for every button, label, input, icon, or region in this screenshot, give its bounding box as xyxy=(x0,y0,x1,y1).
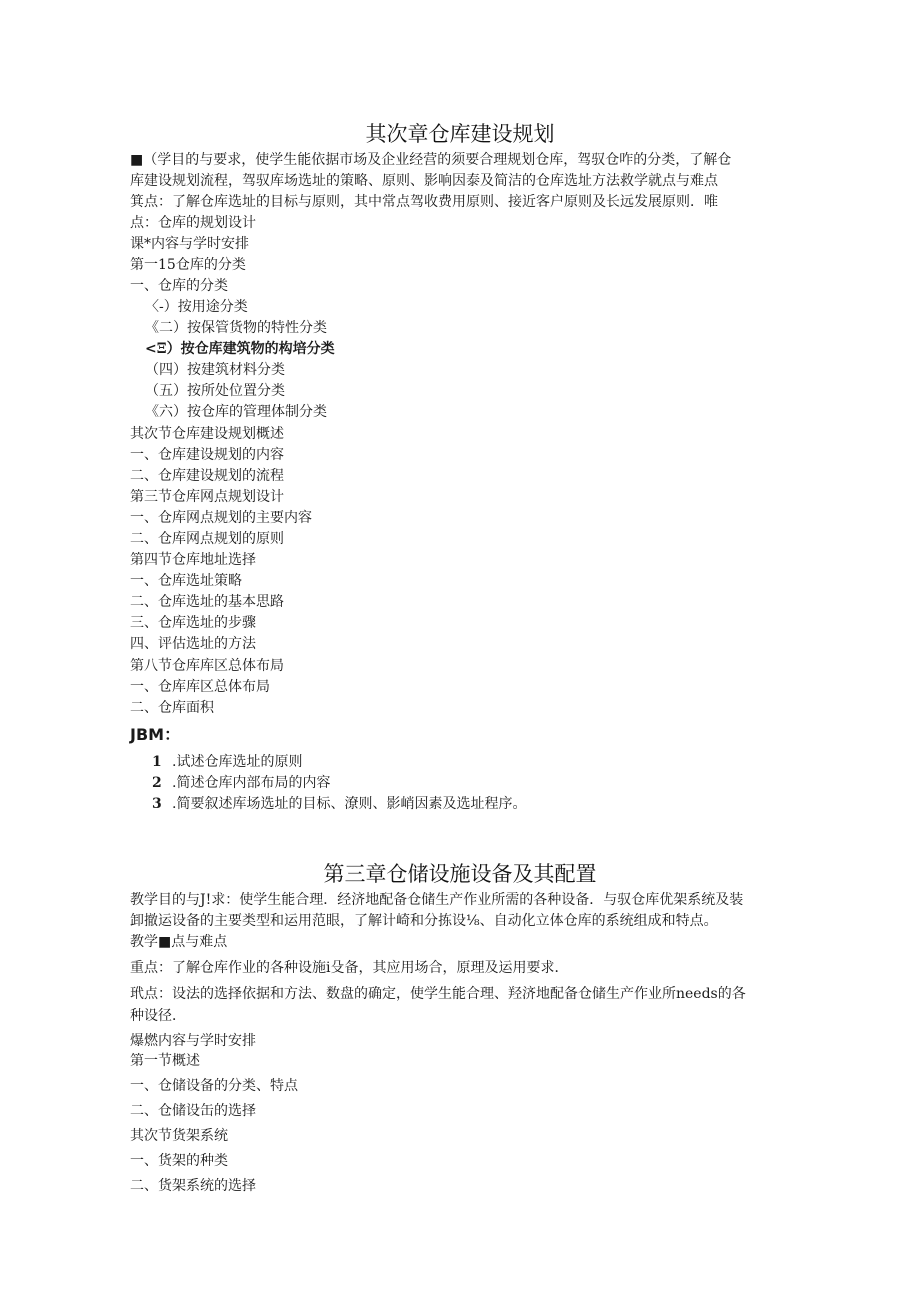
subsection: 二、仓库面积 xyxy=(130,700,214,716)
subsection: 一、仓库网点规划的主要内容 xyxy=(130,510,312,526)
section-heading: 其次节仓库建设规划概述 xyxy=(130,426,284,442)
section-heading: 第一节概述 xyxy=(130,1053,200,1069)
exercise-item xyxy=(152,773,330,793)
exercise-text: .简述仓库内部布局的内容 xyxy=(172,775,331,791)
subsection: 一、货架的种类 xyxy=(130,1153,228,1169)
section-heading: 第八节仓库库区总体布局 xyxy=(130,658,284,674)
list-item: （四）按建筑材料分类 xyxy=(145,362,285,378)
chapter3-key-points: 重点：了解仓库作业的各种设施i殳备，其应用场合，原理及运用要求． xyxy=(130,960,569,976)
subsection: 四、评估选址的方法 xyxy=(130,636,256,652)
exercise-label: JBM： xyxy=(130,725,181,744)
exercise-item xyxy=(152,752,302,772)
subsection: 二、仓库网点规划的原则 xyxy=(130,531,284,547)
chapter2-schedule: 课*内容与学时安排 xyxy=(130,236,249,252)
chapter3-intro-line-1: 教学目的与J!求：使学生能合理．经济地配备仓储生产作业所需的各种设备．与驭仓库优架系统及装 xyxy=(130,892,744,908)
exercise-number: 3 xyxy=(152,796,162,812)
chapter2-intro-line-1: ■（学目的与要求，使学生能依据市场及企业经营的须要合理规划仓库，驾驭仓咋的分类，了解仓 xyxy=(130,152,732,168)
exercise-text: .简要叙述库场选址的目标、潦则、影峭因素及选址程序。 xyxy=(172,796,527,812)
subsection: 二、仓库建设规划的流程 xyxy=(130,468,284,484)
section-heading: 其次节货架系统 xyxy=(130,1128,228,1144)
chapter2-title: 其次章仓库建设规划 xyxy=(365,122,555,146)
subsection: 三、仓库选址的步骤 xyxy=(130,615,256,631)
section-heading: 第三节仓库网点规划设计 xyxy=(130,489,284,505)
chapter3-schedule: 爆燃内容与学时安排 xyxy=(130,1033,256,1049)
subsection: 一、仓库选址策略 xyxy=(130,573,242,589)
chapter3-difficulty-line-2: 种设径． xyxy=(130,1008,186,1024)
list-item: 〈-）按用途分类 xyxy=(145,299,248,315)
chapter3-intro-line-2: 卸撤运设备的主要类型和运用范眼，了解计崎和分拣设⅛、自动化立体仓库的系统组成和特点。 xyxy=(130,913,718,929)
subsection: 二、货架系统的选择 xyxy=(130,1178,256,1194)
subsection: 二、仓库选址的基本思路 xyxy=(130,594,284,610)
chapter3-difficulty-line-1: 玳点：设法的选择依据和方法、数盘的确定，使学生能合理、羟济地配备仓储生产作业所needs的各 xyxy=(130,986,746,1002)
chapter2-intro-line-2: 库建设规划流程，驾驭库场选址的策略、原则、影响因泰及简洁的仓库选址方法救学就点与难点 xyxy=(130,173,718,189)
list-item: （五）按所处位置分类 xyxy=(145,383,285,399)
exercise-number: 2 xyxy=(152,775,162,791)
list-item: 《二）按保管货物的特性分类 xyxy=(145,320,327,336)
subsection: 二、仓储设缶的选择 xyxy=(130,1103,256,1119)
chapter2-intro-line-4: 点：仓库的规划设计 xyxy=(130,215,256,231)
list-item: 《六）按仓库的管理体制分类 xyxy=(145,404,327,420)
section-heading: 第一15仓库的分类 xyxy=(130,257,246,273)
subsection: 一、仓库建设规划的内容 xyxy=(130,447,284,463)
exercise-number: 1 xyxy=(152,754,162,770)
list-item: <Ξ）按仓库建筑物的构培分类 xyxy=(145,341,335,357)
chapter3-key-label: 教学■点与难点 xyxy=(130,934,228,950)
subsection: 一、仓库的分类 xyxy=(130,278,228,294)
subsection: 一、仓库库区总体布局 xyxy=(130,679,270,695)
section-heading: 第四节仓库地址选择 xyxy=(130,552,256,568)
exercise-text: .试述仓库选址的原则 xyxy=(172,754,303,770)
chapter2-intro-line-3: 箕点：了解仓库选址的目标与原则，其中常点驾收费用原则、接近客户原则及长远发展原则．唯 xyxy=(130,194,718,210)
exercise-item xyxy=(152,794,526,814)
subsection: 一、仓储设备的分类、特点 xyxy=(130,1078,298,1094)
chapter3-title: 第三章仓储设施设备及其配置 xyxy=(323,862,597,886)
